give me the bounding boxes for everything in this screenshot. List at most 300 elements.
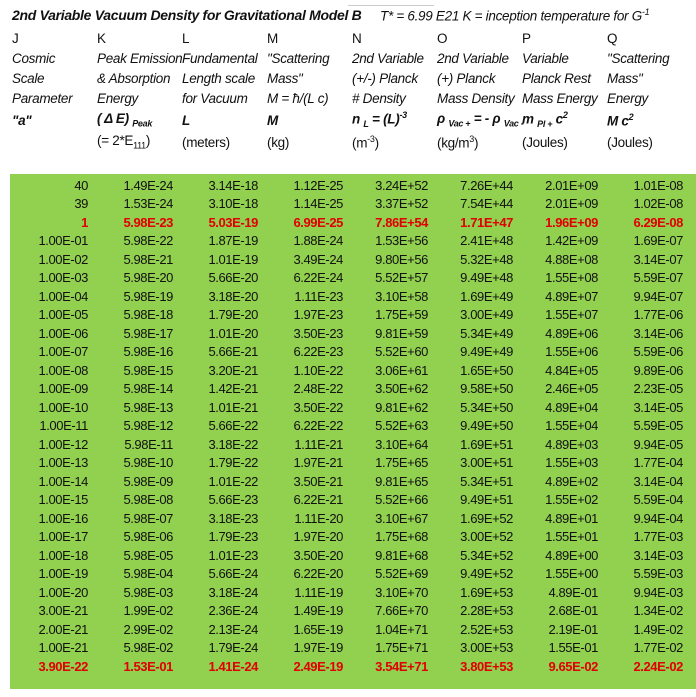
cell-j: 1 [81,214,88,230]
table-row [10,195,696,214]
header-row-l3 [10,88,696,108]
cell-k: 1.53E-01 [123,658,173,674]
header-cell-m-l2: Mass" [267,70,303,86]
cell-j: 3.00E-21 [38,603,88,619]
header-row-l2 [10,68,696,88]
cell-k: 5.98E-20 [123,270,173,286]
cell-m: 2.49E-19 [293,658,343,674]
cell-q: 2.23E-05 [633,381,683,397]
symbol-sub2: Vac - [503,118,524,129]
table-row [10,639,696,658]
table-row [10,417,696,436]
cell-o: 5.34E+52 [460,547,513,563]
divider-line [348,5,434,6]
header-row-l1 [10,48,696,68]
cell-p: 4.89E+06 [545,325,598,341]
cell-l: 3.14E-18 [208,177,258,193]
unit-text: (meters) [182,134,230,150]
cell-m: 6.22E-20 [293,566,343,582]
cell-l: 5.66E-23 [208,492,258,508]
cell-l: 3.18E-22 [208,436,258,452]
header-cell-m-l3: M = ħ/(L c) [267,90,329,106]
cell-o: 1.69E+52 [460,510,513,526]
header-cell-j-l1: Cosmic [12,50,56,66]
table-row [10,176,696,195]
cell-p: 1.42E+09 [545,233,598,249]
cell-m: 1.97E-19 [293,640,343,656]
cell-k: 5.98E-06 [123,529,173,545]
cell-o: 9.49E+51 [460,492,513,508]
header-cell-k-l3: Energy [97,90,138,106]
cell-k: 5.98E-09 [123,473,173,489]
cell-q: 3.14E-07 [633,251,683,267]
header-cell-m-l1: "Scattering [267,50,330,66]
cell-n: 1.75E+71 [375,640,428,656]
cell-j: 1.00E-19 [38,566,88,582]
symbol-text: ( Δ E) [97,111,133,127]
cell-p: 4.84E+05 [545,362,598,378]
cell-q: 1.49E-02 [633,621,683,637]
header-cell-k-l2: & Absorption [97,70,171,86]
symbol-sub: Vac + [448,118,471,129]
unit-text: (Joules) [522,134,568,150]
header-symbol-q [605,112,690,129]
table-row [10,380,696,399]
cell-q: 5.59E-06 [633,344,683,360]
cell-q: 1.77E-02 [633,640,683,656]
symbol-sub: Peak [132,118,153,129]
cell-m: 1.11E-23 [294,288,343,304]
cell-q: 3.14E-04 [633,473,683,489]
cell-l: 3.10E-18 [208,196,258,212]
cell-n: 1.75E+65 [375,455,428,471]
table-row [10,306,696,325]
cell-p: 1.55E+02 [545,492,598,508]
cell-j: 1.00E-17 [38,529,88,545]
cell-m: 1.97E-20 [293,529,343,545]
unit-text: (Joules) [607,134,653,150]
cell-q: 9.94E-07 [633,288,683,304]
cell-k: 5.98E-16 [123,344,173,360]
cell-n: 3.10E+64 [375,436,428,452]
cell-q: 9.94E-05 [633,436,683,452]
cell-k: 1.53E-24 [123,196,173,212]
symbol-text: M [267,112,278,128]
table-row [10,250,696,269]
cell-n: 5.52E+66 [375,492,428,508]
cell-l: 1.01E-22 [208,473,258,489]
cell-q: 3.14E-03 [633,547,683,563]
cell-j: 1.00E-06 [38,325,88,341]
cell-p: 9.65E-02 [548,658,598,674]
symbol-text: M c [607,113,629,129]
cell-o: 9.58E+50 [460,381,513,397]
cell-p: 4.89E+07 [545,288,598,304]
cell-m: 3.50E-23 [293,325,343,341]
cell-m: 1.88E-24 [293,233,343,249]
table-row [10,602,696,621]
cell-k: 1.49E-24 [123,177,173,193]
cell-o: 1.69E+49 [460,288,513,304]
cell-k: 5.98E-22 [123,233,173,249]
cell-l: 3.20E-21 [208,362,258,378]
cell-l: 1.42E-21 [208,381,258,397]
cell-o: 9.49E+50 [460,418,513,434]
unit-sup: -3 [367,133,375,144]
header-cell-j-letter: J [12,30,19,46]
symbol-text: "a" [12,112,32,128]
cell-o: 2.28E+53 [460,603,513,619]
header-cell-l-l3: for Vacuum [182,90,248,106]
cell-p: 2.01E+09 [545,196,598,212]
cell-k: 5.98E-21 [123,251,173,267]
cell-k: 5.98E-14 [123,381,173,397]
symbol-sup: 2 [628,111,634,122]
cell-n: 3.24E+52 [375,177,428,193]
cell-o: 1.69E+51 [460,436,513,452]
symbol-mid: = - ρ [470,111,504,127]
cell-n: 3.06E+61 [375,362,428,378]
cell-m: 3.50E-21 [293,473,343,489]
cell-p: 4.89E+01 [545,510,598,526]
unit-end: ) [145,133,151,149]
header-unit-p [520,135,605,150]
cell-m: 1.12E-25 [293,177,343,193]
symbol-sup: 2 [562,110,568,121]
header-cell-k-l1: Peak Emission [97,50,183,66]
cell-m: 2.48E-22 [293,381,343,397]
table-row [10,269,696,288]
cell-q: 3.14E-05 [633,399,683,415]
table-row [10,398,696,417]
cell-j: 1.00E-09 [38,381,88,397]
cell-j: 1.00E-16 [38,510,88,526]
cell-k: 5.98E-02 [123,640,173,656]
unit-end: ) [473,135,479,151]
cell-n: 9.81E+65 [375,473,428,489]
cell-l: 3.18E-24 [208,584,258,600]
cell-n: 9.80E+56 [375,251,428,267]
table-row [10,509,696,528]
cell-l: 1.79E-20 [208,307,258,323]
header-cell-l-l1: Fundamental [182,50,258,66]
cell-q: 1.77E-04 [633,455,683,471]
cell-o: 1.71E+47 [460,214,513,230]
cell-k: 5.98E-08 [123,492,173,508]
highlighted-table-row [10,657,696,676]
cell-p: 1.96E+09 [545,214,598,230]
cell-j: 1.00E-05 [38,307,88,323]
cell-n: 1.75E+59 [375,307,428,323]
header-cell-o-l1: 2nd Variable [437,50,509,66]
cell-l: 2.36E-24 [208,603,258,619]
cell-n: 1.75E+68 [375,529,428,545]
cell-m: 1.65E-19 [293,621,343,637]
unit-sup: 3 [469,133,474,144]
cell-o: 9.49E+52 [460,566,513,582]
cell-p: 4.89E-01 [548,584,598,600]
symbol-mid: = (L) [368,111,400,127]
cell-q: 6.29E-08 [633,214,683,230]
symbol-mid: c [552,111,563,127]
cell-k: 5.98E-10 [123,455,173,471]
unit-sub: 111 [133,140,146,151]
header-cell-k-letter: K [97,30,106,46]
table-row [10,472,696,491]
cell-k: 5.98E-19 [123,288,173,304]
cell-o: 5.34E+50 [460,399,513,415]
cell-j: 1.00E-15 [38,492,88,508]
cell-l: 5.03E-19 [208,214,258,230]
cell-p: 2.19E-01 [548,621,598,637]
cell-k: 5.98E-11 [124,436,173,452]
cell-l: 1.87E-19 [208,233,258,249]
table-row [10,546,696,565]
cell-n: 5.52E+60 [375,344,428,360]
cell-p: 4.89E+04 [545,399,598,415]
column-headers [10,28,696,152]
cell-j: 1.00E-11 [39,418,88,434]
unit-text: (= 2*E [97,133,134,149]
cell-m: 3.49E-24 [293,251,343,267]
cell-p: 4.89E+00 [545,547,598,563]
symbol-text: n [352,111,364,127]
cell-o: 5.34E+51 [460,473,513,489]
symbol-sub: Pl + [537,119,553,130]
cell-o: 5.34E+49 [460,325,513,341]
cell-o: 3.00E+49 [460,307,513,323]
cell-l: 5.66E-22 [208,418,258,434]
header-symbol-m [265,113,350,128]
header-unit-o [435,134,520,151]
cell-n: 3.50E+62 [375,381,428,397]
cell-j: 1.00E-18 [38,547,88,563]
cell-n: 9.81E+62 [375,399,428,415]
cell-m: 6.22E-24 [293,270,343,286]
cell-q: 9.94E-04 [633,510,683,526]
cell-p: 1.55E+07 [545,307,598,323]
cell-o: 3.00E+53 [460,640,513,656]
cell-l: 1.79E-22 [208,455,258,471]
header-symbol-n [350,110,435,129]
table-row [10,583,696,602]
cell-n: 5.52E+69 [375,566,428,582]
cell-p: 2.46E+05 [545,381,598,397]
cell-p: 4.89E+02 [545,473,598,489]
cell-j: 2.00E-21 [38,621,88,637]
note-sup: -1 [641,7,650,17]
sheet-title: 2nd Variable Vacuum Density for Gravitational Model B [12,7,362,23]
cell-o: 9.49E+49 [460,344,513,360]
header-cell-n-l1: 2nd Variable [352,50,424,66]
table-row [10,620,696,639]
cell-j: 1.00E-13 [38,455,88,471]
cell-p: 4.88E+08 [545,251,598,267]
cell-q: 5.59E-05 [633,418,683,434]
cell-q: 1.01E-08 [633,177,683,193]
header-cell-j-l2: Scale [12,70,45,86]
data-table [10,174,696,689]
header-symbol-o [435,111,524,129]
cell-q: 5.59E-04 [633,492,683,508]
cell-n: 3.10E+67 [375,510,428,526]
header-symbol-p [520,110,605,129]
header-unit-m [265,135,350,150]
cell-n: 3.10E+70 [375,584,428,600]
cell-j: 1.00E-12 [38,436,88,452]
cell-m: 3.50E-20 [293,547,343,563]
cell-q: 5.59E-07 [633,270,683,286]
cell-q: 2.24E-02 [633,658,683,674]
cell-m: 3.50E-22 [293,399,343,415]
cell-q: 5.59E-03 [633,566,683,582]
cell-m: 6.99E-25 [293,214,343,230]
header-cell-p-l2: Planck Rest [522,70,591,86]
header-cell-n-l2: (+/-) Planck [352,70,418,86]
header-unit-n [350,134,435,151]
header-cell-l-letter: L [182,30,190,46]
header-cell-q-l2: Mass" [607,70,643,86]
header-cell-p-l3: Mass Energy [522,90,598,106]
header-cell-m-letter: M [267,30,278,46]
header-cell-o-letter: O [437,30,448,46]
cell-l: 5.66E-21 [208,344,258,360]
cell-q: 1.77E-03 [633,529,683,545]
cell-m: 1.49E-19 [293,603,343,619]
unit-text: (m [352,135,368,151]
cell-q: 1.02E-08 [633,196,683,212]
cell-p: 1.55E+01 [545,529,598,545]
cell-l: 5.66E-24 [208,566,258,582]
cell-j: 1.00E-20 [38,584,88,600]
cell-o: 3.00E+51 [460,455,513,471]
cell-j: 40 [74,177,88,193]
cell-n: 5.52E+63 [375,418,428,434]
cell-n: 7.86E+54 [375,214,428,230]
cell-k: 5.98E-03 [123,584,173,600]
cell-p: 2.68E-01 [548,603,598,619]
header-cell-q-letter: Q [607,30,618,46]
table-row [10,528,696,547]
cell-o: 3.00E+52 [460,529,513,545]
header-cell-p-letter: P [522,30,531,46]
cell-m: 1.11E-19 [294,584,343,600]
header-unit-k [95,133,180,151]
cell-o: 7.26E+44 [460,177,513,193]
cell-o: 7.54E+44 [460,196,513,212]
cell-n: 3.37E+52 [375,196,428,212]
cell-m: 1.11E-20 [294,510,343,526]
cell-j: 1.00E-21 [38,640,88,656]
header-cell-n-l3: # Density [352,90,406,106]
cell-k: 5.98E-07 [123,510,173,526]
note-text: T* = 6.99 E21 K = inception temperature for G [380,8,642,24]
table-row [10,361,696,380]
cell-j: 1.00E-04 [38,288,88,304]
cell-p: 1.55E+03 [545,455,598,471]
table-row [10,491,696,510]
cell-m: 1.14E-25 [293,196,343,212]
cell-j: 1.00E-14 [38,473,88,489]
cell-k: 5.98E-23 [123,214,173,230]
cell-n: 9.81E+59 [375,325,428,341]
cell-p: 1.55E-01 [548,640,598,656]
cell-n: 7.66E+70 [375,603,428,619]
cell-q: 3.14E-06 [633,325,683,341]
cell-q: 1.34E-02 [633,603,683,619]
symbol-sup: -3 [399,110,407,121]
header-cell-p-l1: Variable [522,50,569,66]
cell-k: 5.98E-15 [123,362,173,378]
cell-p: 2.01E+09 [545,177,598,193]
cell-j: 39 [74,196,88,212]
cell-o: 1.69E+53 [460,584,513,600]
cell-k: 1.99E-02 [123,603,173,619]
cell-l: 1.01E-23 [208,547,258,563]
cell-o: 9.49E+48 [460,270,513,286]
unit-text: (kg/m [437,135,470,151]
header-symbol-j [10,113,95,128]
cell-n: 5.52E+57 [375,270,428,286]
cell-l: 3.18E-20 [208,288,258,304]
cell-l: 1.01E-19 [208,251,258,267]
cell-j: 3.90E-22 [38,658,88,674]
cell-p: 1.55E+04 [545,418,598,434]
cell-q: 1.77E-06 [633,307,683,323]
cell-k: 5.98E-13 [123,399,173,415]
cell-j: 1.00E-03 [38,270,88,286]
cell-j: 1.00E-02 [38,251,88,267]
table-row [10,343,696,362]
cell-k: 5.98E-05 [123,547,173,563]
header-cell-n-letter: N [352,30,362,46]
table-row [10,435,696,454]
table-row [10,287,696,306]
cell-p: 1.55E+08 [545,270,598,286]
cell-o: 2.52E+53 [460,621,513,637]
table-row [10,565,696,584]
table-row [10,232,696,251]
cell-m: 1.10E-22 [293,362,343,378]
header-cell-l-l2: Length scale [182,70,255,86]
cell-j: 1.00E-07 [38,344,88,360]
cell-o: 3.80E+53 [460,658,513,674]
cell-q: 9.89E-06 [633,362,683,378]
cell-n: 1.53E+56 [375,233,428,249]
cell-l: 1.79E-23 [208,529,258,545]
cell-j: 1.00E-08 [38,362,88,378]
table-row [10,324,696,343]
symbol-sub: L [363,119,369,130]
cell-l: 1.01E-20 [208,325,258,341]
cell-q: 9.94E-03 [633,584,683,600]
header-row-symbol [10,108,696,132]
header-symbol-l [180,113,265,128]
cell-m: 1.11E-21 [294,436,343,452]
cell-o: 1.65E+50 [460,362,513,378]
cell-m: 6.22E-22 [293,418,343,434]
cell-l: 5.66E-20 [208,270,258,286]
header-cell-q-l3: Energy [607,90,648,106]
cell-l: 1.01E-21 [208,399,258,415]
cell-p: 4.89E+03 [545,436,598,452]
cell-j: 1.00E-01 [38,233,88,249]
header-cell-o-l3: Mass Density [437,90,515,106]
header-cell-q-l1: "Scattering [607,50,670,66]
cell-p: 1.55E+06 [545,344,598,360]
header-unit-l [180,135,265,150]
unit-end: ) [374,135,379,151]
